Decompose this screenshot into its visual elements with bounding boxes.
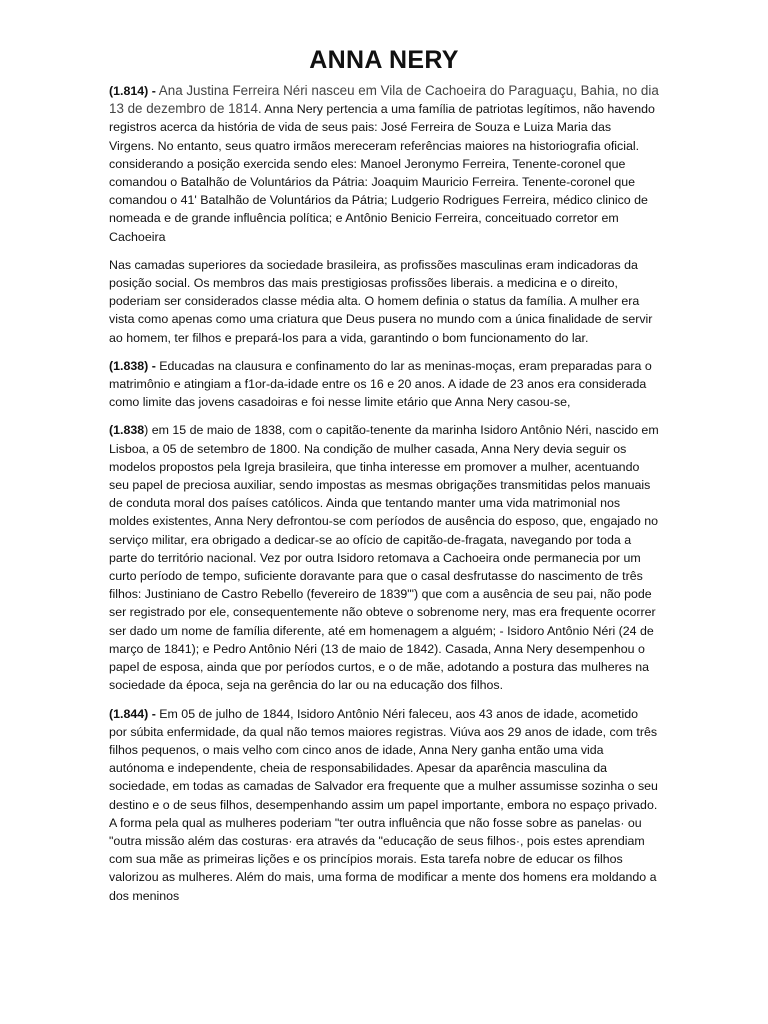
paragraph-text: Anna Nery pertencia a uma família de patriotas legítimos, não havendo registros acerca da história de vida de seus pais: José Ferreira de Souza e Luiza Maria das Virgens. No entanto, seus quatro irmãos mereceram referências maiores na historiografia oficial. considerando a posição exercida sendo eles: Manoel Jeronymo Ferreira, Tenente-coronel que comandou o Batalhão de Voluntários da Pátria: Joaquim Mauricio Ferreira. Tenente-coronel que comandou o 41' Batalhão de Voluntários da Pátria; Ludgerio Rodrigues Ferreira, médico clinico de nomeada e de grande influência política; e Antônio Benicio Ferreira, conceituado corretor em Cachoeira [109,102,655,244]
paragraph-society [109,256,659,347]
paragraph-lead: Ana Justina Ferreira Néri nasceu em Vila de Cachoeira do Paraguaçu, Bahia, no dia 13 de dezembro de 1814. [109,83,659,117]
paragraph-text: ) em 15 de maio de 1838, com o capitão-tenente da marinha Isidoro Antônio Néri, nascido em Lisboa, a 05 de setembro de 1800. Na condição de mulher casada, Anna Nery devia seguir os modelos propostos pela Igreja brasileira, que tinha interesse em promover a mulher, acentuando seu papel de preciosa auxiliar, sendo impostas as mesmas obrigações transmitidas pelos manuais de conduta moral dos países católicos. Ainda que tentando manter uma vida matrimonial nos moldes existentes, Anna Nery defrontou-se com períodos de ausência do esposo, que, engajado no serviço militar, era obrigado a dedicar-se ao ofício de capitão-de-fragata, navegando por toda a parte do território nacional. Vez por outra Isidoro retomava a Cachoeira onde permanecia por um curto período de tempo, suficiente doravante para que o casal desfrutasse do nascimento de três filhos: Justiniano de Castro Rebello (fevereiro de 1839"') que com a ausência de seu pai, não pode ser registrado por ele, consequentemente não obteve o sobrenome nery, mas era frequente ocorrer ser dado um nome de família diferente, até em homenagem a alguém; - Isidoro Antônio Néri (24 de março de 1841); e Pedro Antônio Néri (13 de maio de 1842). Casada, Anna Nery desempenhou o papel de esposa, ainda que por períodos curtos, e o de mãe, adotando a postura das mulheres na sociedade da época, seja na gerência do lar ou na educação dos filhos. [109,423,659,693]
paragraph-text: Nas camadas superiores da sociedade brasileira, as profissões masculinas eram indicadoras da posição social. Os membros das mais prestigiosas profissões liberais. a medicina e o direito, poderiam ser considerados classe média alta. O homem definia o status da família. A mulher era vista como apenas como uma criatura que Deus pusera no mundo com a única finalidade de servir ao homem, ter filhos e prepará-Ios para a vida, garantindo o bom funcionamento do lar. [109,257,653,345]
paragraph-date: (1.814) - [109,84,156,98]
paragraph-1844 [109,705,659,905]
paragraph-text: Em 05 de julho de 1844, Isidoro Antônio Néri faleceu, aos 43 anos de idade, acometido por súbita enfermidade, da qual não temos maiores registras. Viúva aos 29 anos de idade, com três filhos pequenos, o mais velho com cinco anos de idade, Anna Nery ganha então uma vida autónoma e independente, cheia de responsabilidades. Apesar da aparência masculina da sociedade, em todas as camadas de Salvador era frequente que a mulher assumisse sozinha o seu destino e o de seus filhos, desempenhando assim um papel importante, embora no espaço privado. A forma pela qual as mulheres poderiam "ter outra influência que não fosse sobre as panelas· ou "outra missão além das costuras· era através da "educação de seus filhos·, pois estes aprendiam com sua mãe as primeiras lições e os princípios morais. Esta tarefa nobre de educar os filhos valorizou as mulheres. Além do mais, uma forma de modificar a mente dos homens era moldando a dos meninos [109,706,658,903]
paragraph-date: (1.844) - [109,706,156,721]
paragraph-text: Educadas na clausura e confinamento do lar as meninas-moças, eram preparadas para o matrimônio e atingiam a f1or-da-idade entre os 16 e 20 anos. A idade de 23 anos era considerada como limite das jovens casadoiras e foi nesse limite etário que Anna Nery casou-se, [109,358,652,410]
document-page [109,44,659,915]
paragraph-1838-marriage [109,421,659,694]
paragraph-date: (1.838) - [109,358,156,373]
paragraph-1814 [109,82,659,246]
paragraph-date: (1.838 [109,423,145,438]
paragraph-1838-education [109,357,659,412]
document-title: ANNA NERY [309,46,459,74]
